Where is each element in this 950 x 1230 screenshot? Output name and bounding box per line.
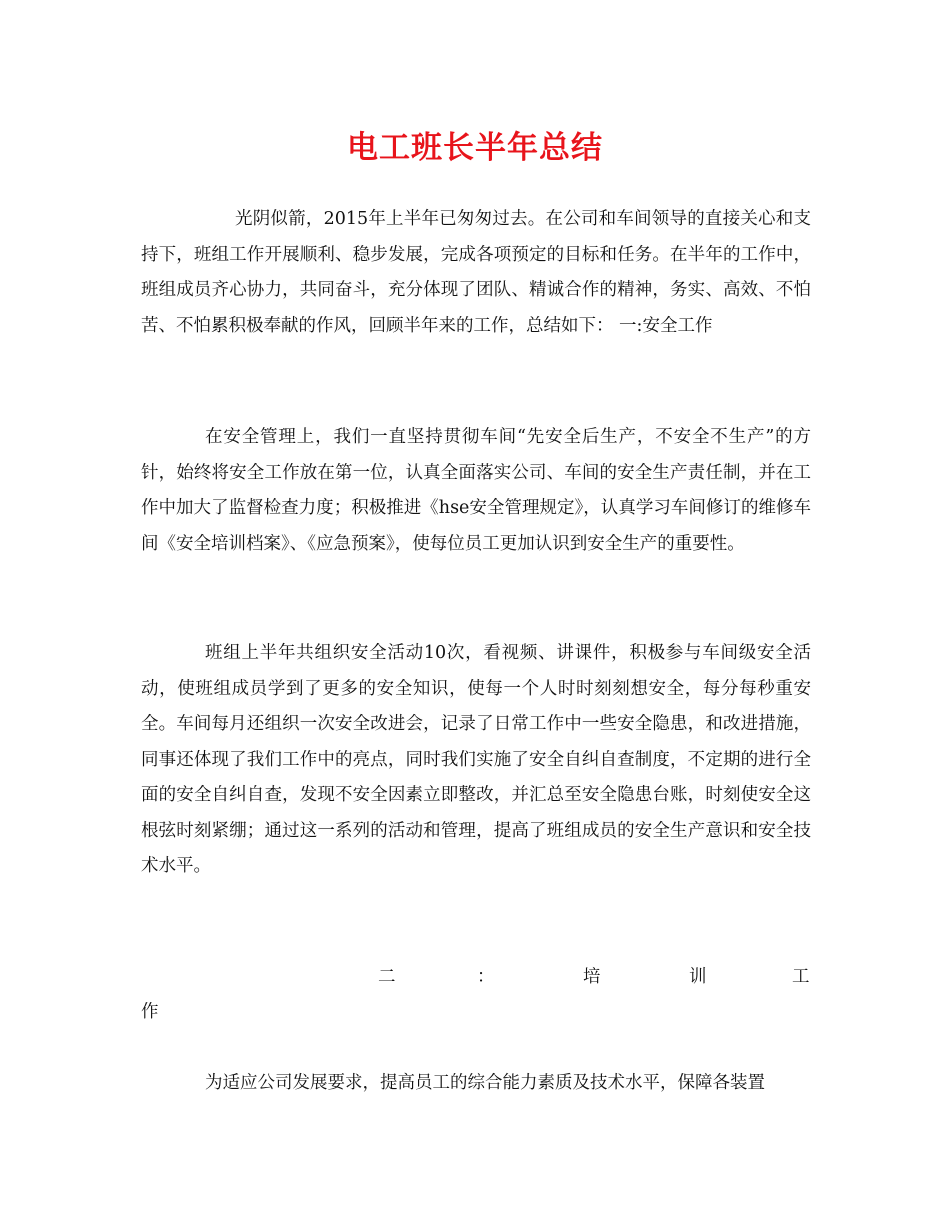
heading-char: 训 [689, 967, 707, 987]
heading-char: 二 [378, 967, 396, 987]
paragraph-training: 为适应公司发展要求，提高员工的综合能力素质及技术水平，保障各装置 [205, 1073, 765, 1093]
section-heading-training-tail: 作 [141, 1002, 159, 1022]
section-heading-training [141, 960, 811, 996]
heading-char: 工 [792, 967, 810, 987]
heading-char: ： [477, 967, 495, 987]
paragraph-intro: 光阴似箭，2015年上半年已匆匆过去。在公司和车间领导的直接关心和支持下，班组工作开展顺利、稳步发展，完成各项预定的目标和任务。在半年的工作中，班组成员齐心协力，共同奋斗，充分体现了团队、精诚合作的精神，务实、高效、不怕苦、不怕累积极奉献的作风，回顾半年来的工作，总结如下： 一:安全工作 [141, 209, 811, 336]
heading-char: 培 [583, 967, 601, 987]
paragraph-safety-activities: 班组上半年共组织安全活动10次，看视频、讲课件，积极参与车间级安全活动，使班组成员学到了更多的安全知识，使每一个人时时刻刻想安全，每分每秒重安全。车间每月还组织一次安全改进会，记录了日常工作中一些安全隐患，和改进措施，同事还体现了我们工作中的亮点，同时我们实施了安全自纠自查制度，不定期的进行全面的安全自纠自查，发现不安全因素立即整改，并汇总至安全隐患台账，时刻使安全这根弦时刻紧绷；通过这一系列的活动和管理，提高了班组成员的安全生产意识和安全技术水平。 [141, 643, 811, 876]
document-title: 电工班长半年总结 [347, 130, 603, 166]
paragraph-safety-management: 在安全管理上，我们一直坚持贯彻车间“先安全后生产，不安全不生产”的方针，始终将安全工作放在第一位，认真全面落实公司、车间的安全生产责任制，并在工作中加大了监督检查力度；积极推进《hse安全管理规定》，认真学习车间修订的维修车间《安全培训档案》、《应急预案》，使每位员工更加认识到安全生产的重要性。 [141, 427, 811, 554]
